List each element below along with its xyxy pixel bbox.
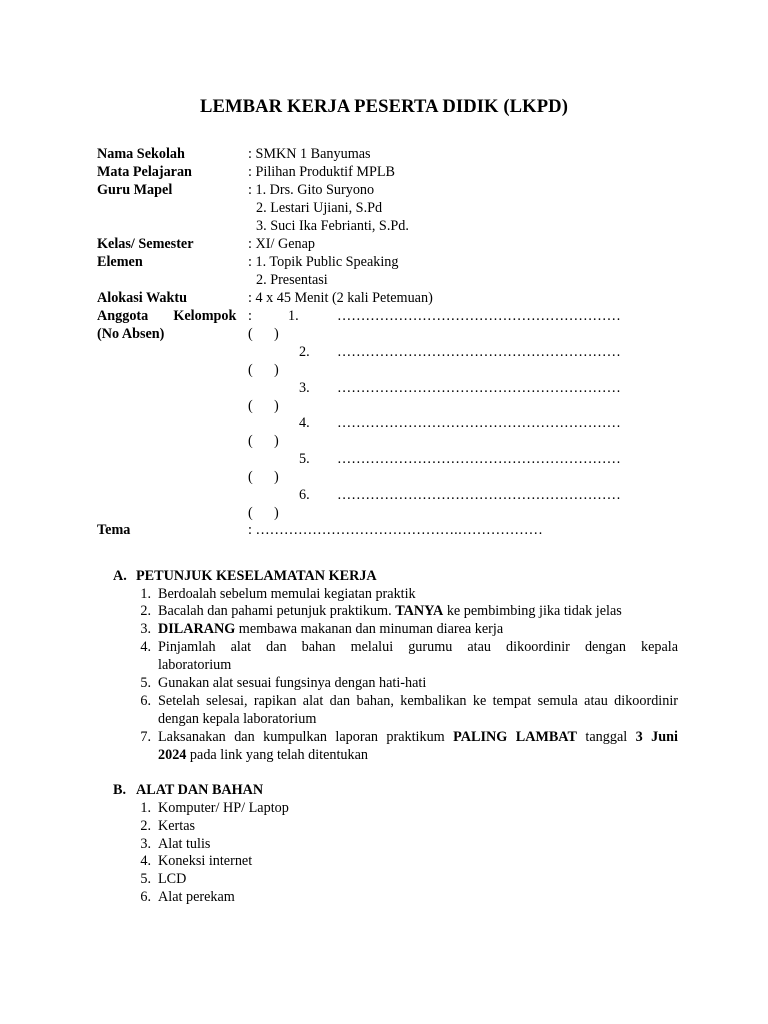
member-dots-4: …………………………………………………… xyxy=(337,415,621,431)
section-a-item-text xyxy=(158,728,678,746)
section-b-item-text: Koneksi internet xyxy=(158,853,253,869)
member-paren-5: ( ) xyxy=(248,469,279,485)
section-a-item-text: Berdoalah sebelum memulai kegiatan praktik xyxy=(158,586,416,602)
section-a-item-number: 2. xyxy=(140,603,151,619)
member-number-5: 5. xyxy=(299,451,310,467)
section-b-item-number: 3. xyxy=(140,836,151,852)
section-a-item-number: 5. xyxy=(140,675,151,691)
members-label-word-1: Anggota xyxy=(97,308,149,324)
element-item-2: 2. Presentasi xyxy=(256,272,328,288)
section-a-item-text: Pinjamlah alat dan bahan melalui gurumu atau dikoordinir dengan kepala xyxy=(158,639,678,655)
item-text-part: Bacalah dan pahami petunjuk praktikum. xyxy=(158,603,396,619)
member-dots-5: …………………………………………………… xyxy=(337,451,621,467)
subject-value: : Pilihan Produktif MPLB xyxy=(248,164,396,180)
section-b-item-text: Kertas xyxy=(158,818,196,834)
member-dots-6: …………………………………………………… xyxy=(337,487,621,503)
teacher-item-3: 3. Suci Ika Febrianti, S.Pd. xyxy=(256,218,409,234)
item-emphasis: DILARANG xyxy=(158,621,236,637)
element-label: Elemen xyxy=(97,254,143,270)
member-number-6: 6. xyxy=(299,487,310,503)
document-title: LEMBAR KERJA PESERTA DIDIK (LKPD) xyxy=(199,96,569,117)
section-a-item-text xyxy=(158,620,678,638)
member-number-4: 4. xyxy=(299,415,310,431)
member-dots-2: …………………………………………………… xyxy=(337,344,621,360)
section-b-title: ALAT DAN BAHAN xyxy=(136,782,264,798)
section-a-item-number: 3. xyxy=(140,621,151,637)
section-b-item-number: 4. xyxy=(140,853,151,869)
item-emphasis: TANYA xyxy=(395,603,444,619)
section-a-item-text: Gunakan alat sesuai fungsinya dengan hati-hati xyxy=(158,675,427,691)
member-dots-3: …………………………………………………… xyxy=(337,380,621,396)
theme-value: : …………………………………….……………… xyxy=(248,522,543,538)
member-dots-1: …………………………………………………… xyxy=(337,308,621,324)
school-value: : SMKN 1 Banyumas xyxy=(248,146,371,162)
members-colon: : xyxy=(248,308,252,324)
section-a-item-number: 4. xyxy=(140,639,151,655)
item-emphasis: 2024 xyxy=(158,747,187,763)
teacher-item-1: : 1. Drs. Gito Suryono xyxy=(248,182,375,198)
member-paren-1: ( ) xyxy=(248,326,279,342)
section-a-item-text xyxy=(158,602,678,620)
section-b-item-text: Komputer/ HP/ Laptop xyxy=(158,800,289,816)
item-text-part: membawa makanan dan minuman diarea kerja xyxy=(235,621,504,637)
section-a-item-text: Setelah selesai, rapikan alat dan bahan, kembalikan ke tempat semula atau dikoordinir xyxy=(158,693,678,709)
section-a-item-number: 7. xyxy=(140,729,151,745)
time-label: Alokasi Waktu xyxy=(97,290,188,306)
section-a-item-number: 1. xyxy=(140,586,151,602)
section-a-item-text-cont: dengan kepala laboratorium xyxy=(158,711,317,727)
members-label-word-2: Kelompok xyxy=(173,308,237,324)
item-emphasis: 3 Juni xyxy=(635,729,678,745)
members-label-note: (No Absen) xyxy=(97,326,165,342)
school-label: Nama Sekolah xyxy=(97,146,185,162)
member-paren-6: ( ) xyxy=(248,505,279,521)
member-number-3: 3. xyxy=(299,380,310,396)
member-paren-4: ( ) xyxy=(248,433,279,449)
item-emphasis: PALING LAMBAT xyxy=(453,729,577,745)
section-b-item-text: Alat perekam xyxy=(158,889,235,905)
section-b-letter: B. xyxy=(113,782,127,798)
teacher-item-2: 2. Lestari Ujiani, S.Pd xyxy=(256,200,383,216)
members-label xyxy=(97,307,236,325)
section-b-item-text: LCD xyxy=(158,871,187,887)
time-value: : 4 x 45 Menit (2 kali Petemuan) xyxy=(248,290,433,306)
theme-label: Tema xyxy=(97,522,131,538)
class-label: Kelas/ Semester xyxy=(97,236,194,252)
section-b-item-number: 2. xyxy=(140,818,151,834)
member-paren-2: ( ) xyxy=(248,362,279,378)
item-text-part: ke pembimbing jika tidak jelas xyxy=(443,603,622,619)
section-b-item-text: Alat tulis xyxy=(158,836,211,852)
subject-label: Mata Pelajaran xyxy=(97,164,192,180)
section-a-item-number: 6. xyxy=(140,693,151,709)
member-paren-3: ( ) xyxy=(248,398,279,414)
member-number-2: 2. xyxy=(299,344,310,360)
item-text-part: Laksanakan dan kumpulkan laporan praktikum xyxy=(158,729,454,745)
section-b-item-number: 6. xyxy=(140,889,151,905)
section-a-letter: A. xyxy=(113,568,127,584)
section-b-item-number: 1. xyxy=(140,800,151,816)
member-number-1: 1. xyxy=(288,308,299,324)
item-text-part: tanggal xyxy=(585,729,636,745)
class-value: : XI/ Genap xyxy=(248,236,315,252)
element-item-1: : 1. Topik Public Speaking xyxy=(248,254,399,270)
section-a-title: PETUNJUK KESELAMATAN KERJA xyxy=(136,568,377,584)
section-a-item-text-cont: laboratorium xyxy=(158,657,232,673)
section-b-item-number: 5. xyxy=(140,871,151,887)
item-text-part: pada link yang telah ditentukan xyxy=(186,747,368,763)
teacher-label: Guru Mapel xyxy=(97,182,173,198)
section-a-item-text-cont xyxy=(158,746,678,764)
